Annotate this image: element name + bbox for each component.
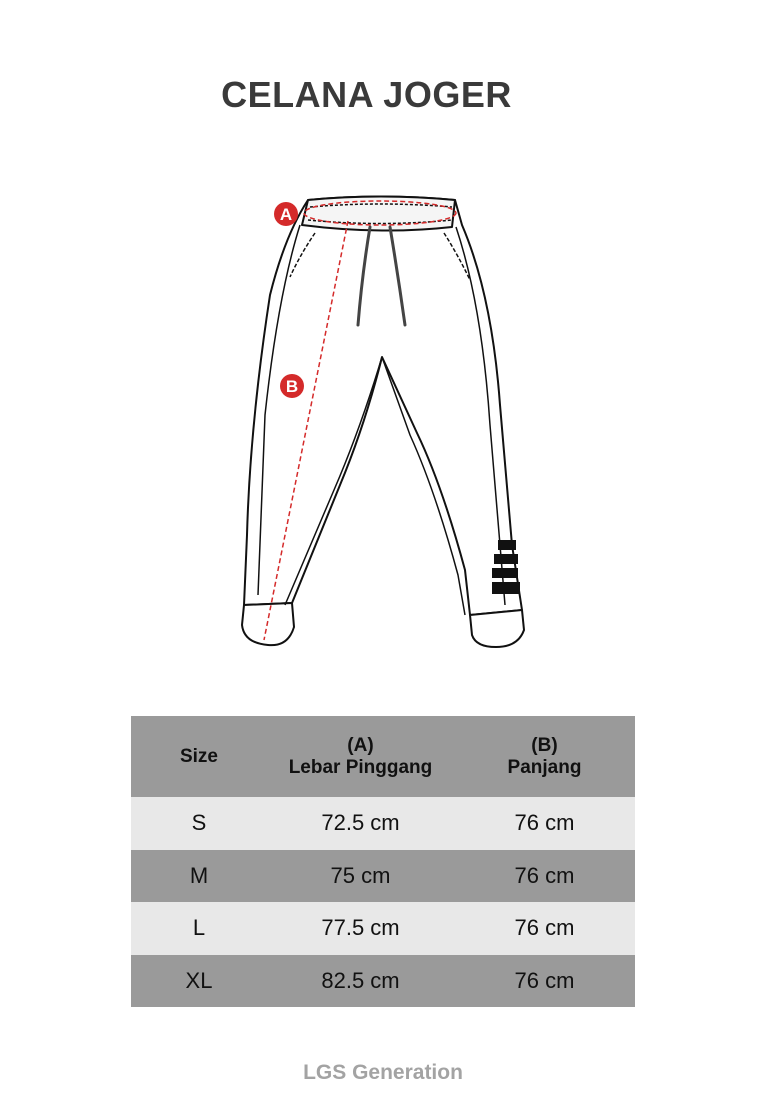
header-waist-width <box>267 716 454 797</box>
brand-footer: LGS Generation <box>303 1061 463 1084</box>
table-row <box>131 955 635 1008</box>
cell-size: L <box>192 915 206 941</box>
cell-size: S <box>191 810 207 836</box>
table-header-row <box>131 716 635 797</box>
header-b-code: (B) <box>531 734 558 756</box>
size-chart-table <box>131 716 635 1007</box>
header-a-code: (A) <box>347 734 374 756</box>
table-row <box>131 797 635 850</box>
header-a-label: Lebar Pinggang <box>288 756 433 778</box>
svg-text:A: A <box>279 205 293 224</box>
header-length <box>454 716 635 797</box>
cell-size: XL <box>185 967 213 993</box>
right-cuff <box>470 610 524 647</box>
marker-b <box>280 374 304 398</box>
header-size: Size <box>179 745 219 767</box>
marker-a <box>274 202 298 226</box>
page-title: CELANA JOGER <box>221 74 512 115</box>
left-cuff <box>242 603 294 645</box>
header-b-label: Panjang <box>507 756 582 778</box>
cell-waist: 82.5 cm <box>321 967 400 993</box>
cell-length: 76 cm <box>514 915 575 941</box>
cell-length: 76 cm <box>514 810 575 836</box>
cell-waist: 72.5 cm <box>321 810 400 836</box>
jogger-pants-illustration <box>230 185 550 655</box>
cell-size: M <box>189 862 209 888</box>
svg-text:B: B <box>285 377 299 396</box>
cell-waist: 77.5 cm <box>321 915 400 941</box>
table-row <box>131 902 635 955</box>
cell-length: 76 cm <box>514 967 575 993</box>
table-row <box>131 850 635 903</box>
cell-waist: 75 cm <box>330 862 391 888</box>
pants-outline <box>244 197 522 616</box>
cell-length: 76 cm <box>514 862 575 888</box>
